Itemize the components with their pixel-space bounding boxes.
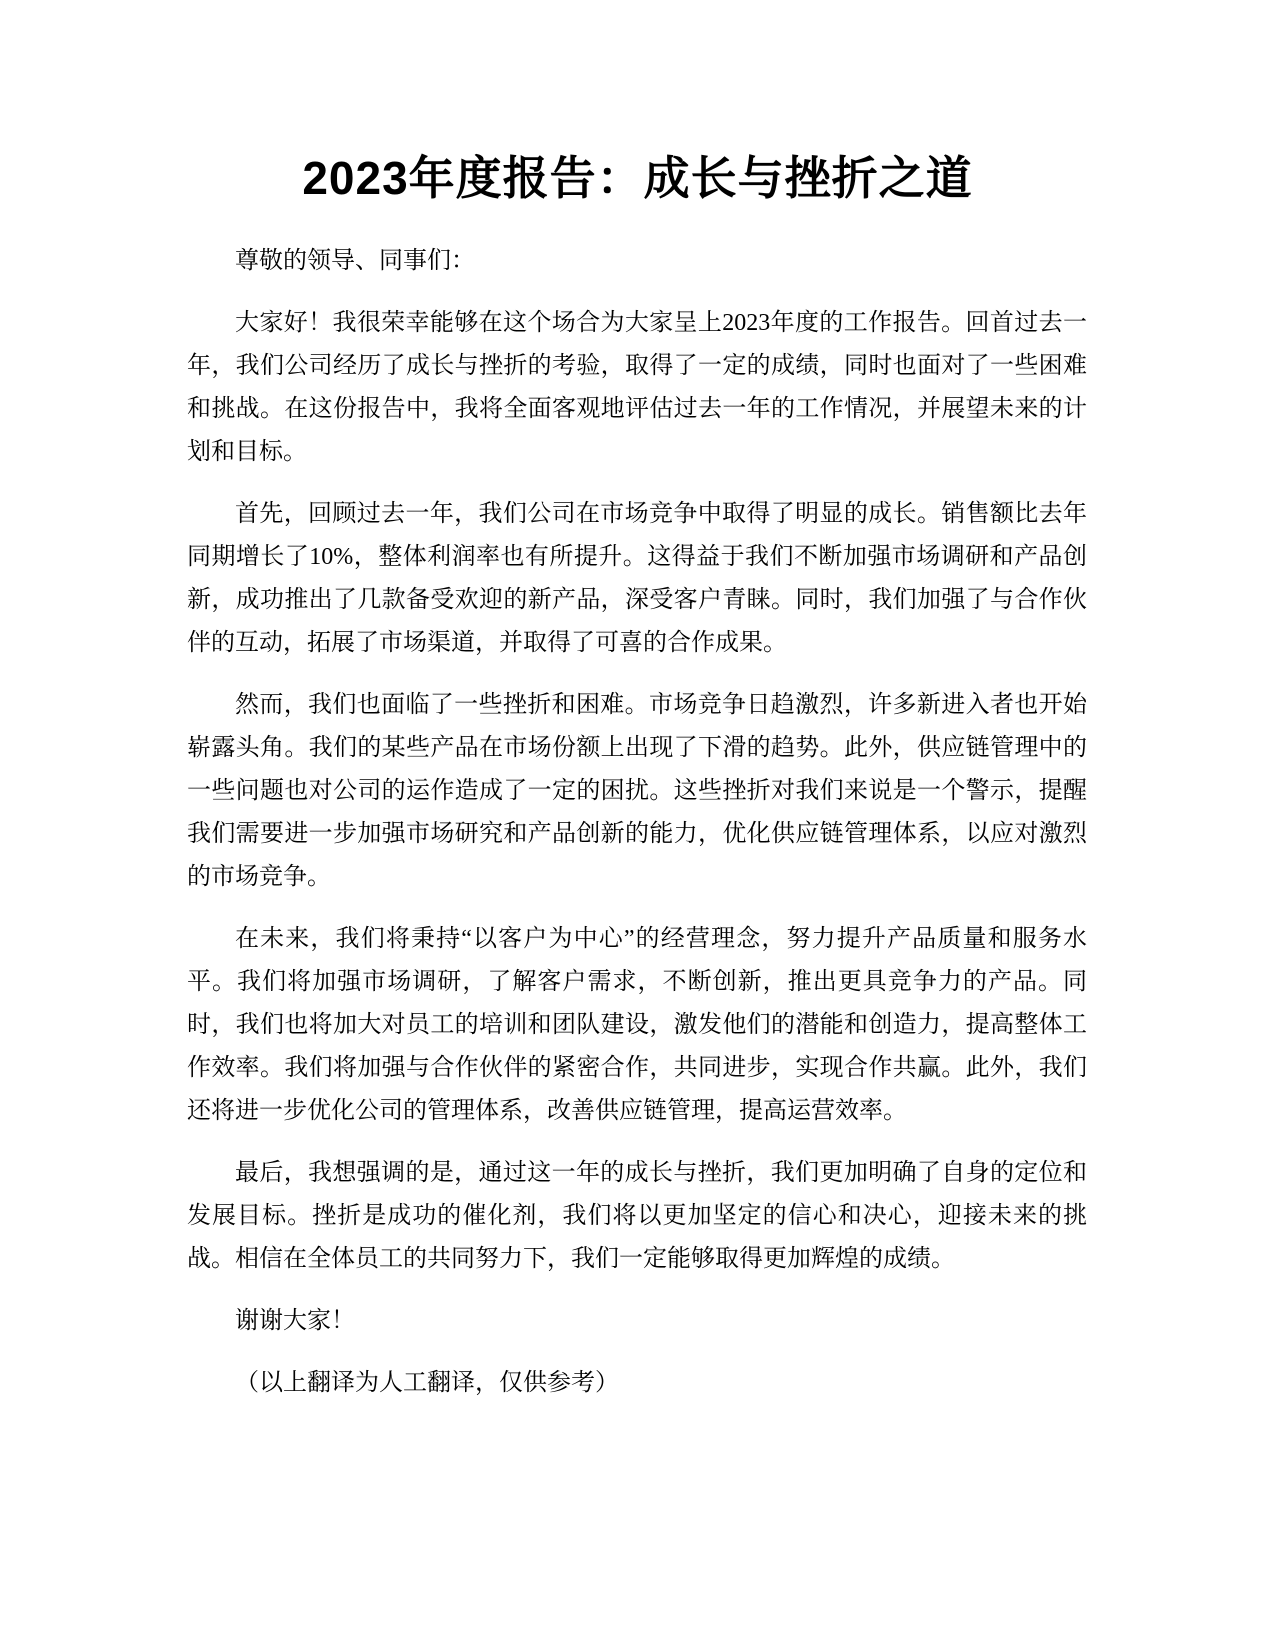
closing-paragraph: 谢谢大家！ [235,1308,355,1334]
translation-note: （以上翻译为人工翻译，仅供参考） [235,1370,619,1396]
body-paragraph-intro: 大家好！我很荣幸能够在这个场合为大家呈上2023年度的工作报告。回首过去一年，我们公司经历了成长与挫折的考验，取得了一定的成绩，同时也面对了一些困难和挑战。在这份报告中，我将全面客观地评估过去一年的工作情况，并展望未来的计划和目标。 [187,310,1087,465]
document-body [187,240,1087,1424]
greeting-paragraph: 尊敬的领导、同事们： [235,248,475,274]
body-paragraph-setbacks: 然而，我们也面临了一些挫折和困难。市场竞争日趋激烈，许多新进入者也开始崭露头角。我们的某些产品在市场份额上出现了下滑的趋势。此外，供应链管理中的一些问题也对公司的运作造成了一定的困扰。这些挫折对我们来说是一个警示，提醒我们需要进一步加强市场研究和产品创新的能力，优化供应链管理体系，以应对激烈的市场竞争。 [187,692,1087,890]
body-paragraph-future: 在未来，我们将秉持“以客户为中心”的经营理念，努力提升产品质量和服务水平。我们将加强市场调研，了解客户需求，不断创新，推出更具竞争力的产品。同时，我们也将加大对员工的培训和团队建设，激发他们的潜能和创造力，提高整体工作效率。我们将加强与合作伙伴的紧密合作，共同进步，实现合作共赢。此外，我们还将进一步优化公司的管理体系，改善供应链管理，提高运营效率。 [187,926,1087,1124]
document-title: 2023年度报告：成长与挫折之道 [302,152,973,204]
body-paragraph-conclusion: 最后，我想强调的是，通过这一年的成长与挫折，我们更加明确了自身的定位和发展目标。挫折是成功的催化剂，我们将以更加坚定的信心和决心，迎接未来的挑战。相信在全体员工的共同努力下，我们一定能够取得更加辉煌的成绩。 [187,1160,1087,1272]
body-paragraph-growth: 首先，回顾过去一年，我们公司在市场竞争中取得了明显的成长。销售额比去年同期增长了10%，整体利润率也有所提升。这得益于我们不断加强市场调研和产品创新，成功推出了几款备受欢迎的新产品，深受客户青睐。同时，我们加强了与合作伙伴的互动，拓展了市场渠道，并取得了可喜的合作成果。 [187,501,1087,656]
